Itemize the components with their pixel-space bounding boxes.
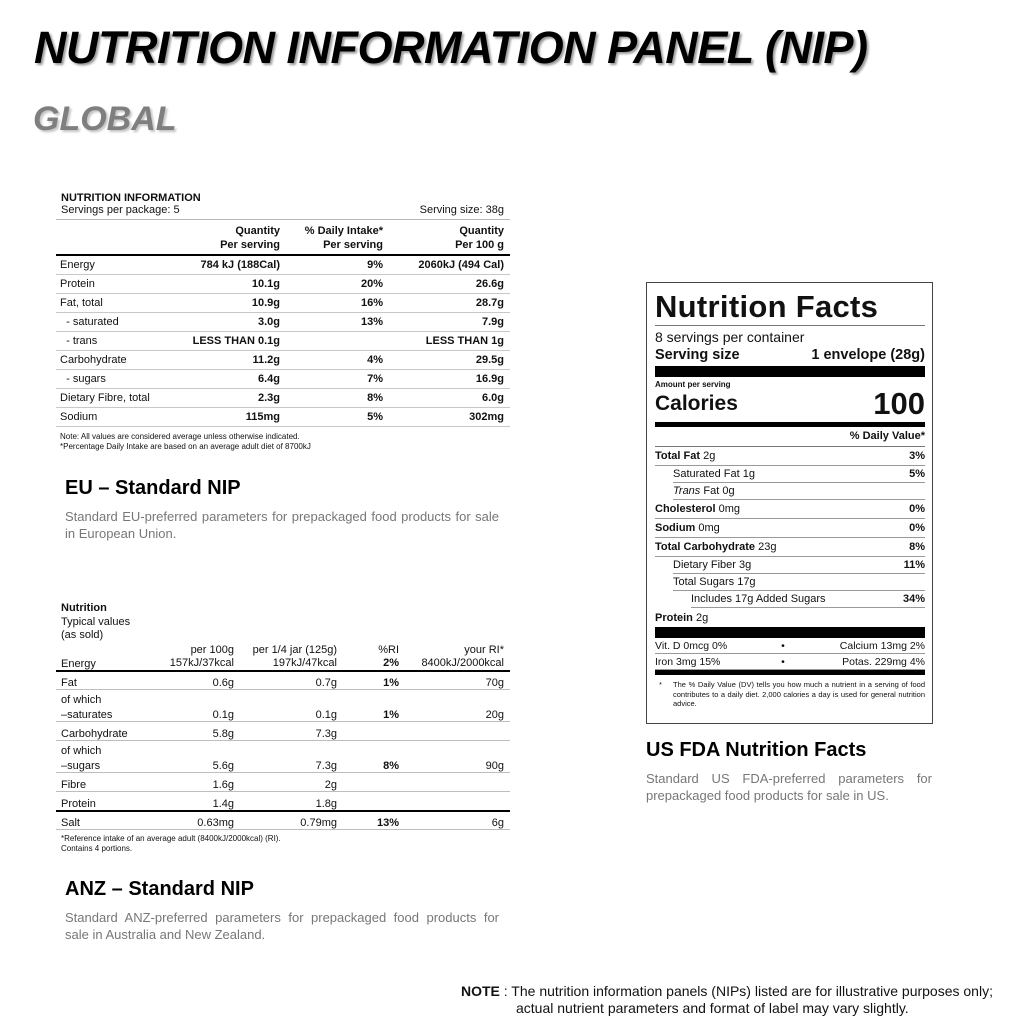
fda-dv-header: % Daily Value* [655,427,925,447]
fda-thick-divider [655,366,925,377]
table-row: Energy 784 kJ (188Cal) 9% 2060kJ (494 Cal) [56,255,510,274]
panel-serving-row [56,204,510,220]
table-row: Carbohydrate 11.2g 4% 29.5g [56,350,510,369]
table-row: of which [61,693,102,706]
table-row: Dietary Fibre, total 2.3g 8% 6.0g [56,388,510,407]
servings-per-package: Servings per package: 5 [61,204,180,216]
table-row: - saturated 3.0g 13% 7.9g [56,312,510,331]
section-desc-anz: Standard ANZ-preferred parameters for prepackaged food products for sale in Australia and New Zealand. [65,910,499,942]
serving-size: Serving size: 38g [419,204,504,216]
section-desc-fda: Standard US FDA-preferred parameters for prepackaged food products for sale in US. [646,771,932,803]
fda-row-fiber: Dietary Fiber 3g 11% [673,557,925,574]
fda-nutrition-facts-label [646,282,933,724]
fda-row-trans-fat: Trans Fat 0g [673,483,925,500]
table-row: Sodium 115mg 5% 302mg [56,407,510,426]
typical-values-panel [56,602,510,854]
page-title: NUTRITION INFORMATION PANEL (NIP) [34,22,868,73]
fda-amount-per-serving: Amount per serving [655,380,731,389]
footer-note: NOTE : The nutrition information panels (NIPs) listed are for illustrative purposes only; actual nutrient parameters and format of label may vary slightly. [461,983,993,1016]
table-row: Protein 1.4g 1.8g [56,792,510,811]
fda-row-vitd-calcium: Vit. D 0mcg 0% • Calcium 13mg 2% [655,638,925,654]
typical-values-table [56,643,510,831]
table-row: Fat, total 10.9g 16% 28.7g [56,293,510,312]
table-header-row: Energy per 100g 157kJ/37kcal per 1/4 jar (125g) 197kJ/47kcal %RI 2% your RI* 8400kJ/2000kcal [56,643,510,671]
fda-servings: 8 servings per container [655,329,805,345]
table-row: –saturates 0.1g 0.1g 1% 20g [56,706,510,722]
fda-calories: Calories 100 [655,386,925,421]
table-row: Carbohydrate 5.8g 7.3g [56,722,510,741]
table-row: of which [61,744,102,757]
fda-row-added-sugars: Includes 17g Added Sugars 34% [691,591,925,608]
table-row: Salt 0.63mg 0.79mg 13% 6g [56,811,510,830]
fda-row-sugars: Total Sugars 17g [673,574,925,591]
table-header-row [56,220,510,255]
fda-row-saturated-fat: Saturated Fat 1g 5% [673,466,925,483]
nutrition-table [56,220,510,427]
table-row: - trans LESS THAN 0.1g LESS THAN 1g [56,331,510,350]
section-title-anz: ANZ – Standard NIP [65,878,254,900]
fda-row-total-fat: Total Fat 2g 3% [655,447,925,466]
panel-title: NUTRITION INFORMATION [61,192,201,204]
table-row: Fibre 1.6g 2g [56,773,510,792]
fda-title: Nutrition Facts [655,289,925,326]
typical-values-notes: *Reference intake of an average adult (8400kJ/2000kcal) (RI). Contains 4 portions. [61,834,281,853]
section-title-fda: US FDA Nutrition Facts [646,739,867,761]
section-desc-eu: Standard EU-preferred parameters for prepackaged food products for sale in European Union. [65,509,499,541]
fda-row-iron-potassium: Iron 3mg 15% • Potas. 229mg 4% [655,654,925,670]
fda-row-sodium: Sodium 0mg 0% [655,519,925,538]
col-header-per-100g: Quantity Per 100 g [455,225,504,251]
fda-row-carbohydrate: Total Carbohydrate 23g 8% [655,538,925,557]
table-row: –sugars 5.6g 7.3g 8% 90g [56,757,510,773]
fda-footnote: * The % Daily Value (DV) tells you how much a nutrient in a serving of food contributes to a daily diet. 2,000 calories a day is used for general nutrition advice. [659,680,925,708]
table-row: - sugars 6.4g 7% 16.9g [56,369,510,388]
typical-values-intro: Nutrition Typical values (as sold) [61,602,131,641]
col-header-daily-intake: % Daily Intake* Per serving [304,225,383,251]
fda-thick-divider-2 [655,627,925,638]
col-header-per-serving: Quantity Per serving [220,225,280,251]
fda-serving-size: Serving size 1 envelope (28g) [655,347,925,363]
table-row: Protein 10.1g 20% 26.6g [56,274,510,293]
section-title-eu: EU – Standard NIP [65,477,241,499]
fda-row-protein: Protein 2g [655,611,709,624]
panel-notes: Note: All values are considered average unless otherwise indicated. *Percentage Daily Intake are based on an average adult diet of 8700kJ [60,431,311,451]
fda-row-cholesterol: Cholesterol 0mg 0% [655,500,925,519]
page-subtitle: GLOBAL [33,100,177,138]
nutrition-information-panel [56,192,510,452]
table-row: Fat 0.6g 0.7g 1% 70g [56,671,510,690]
